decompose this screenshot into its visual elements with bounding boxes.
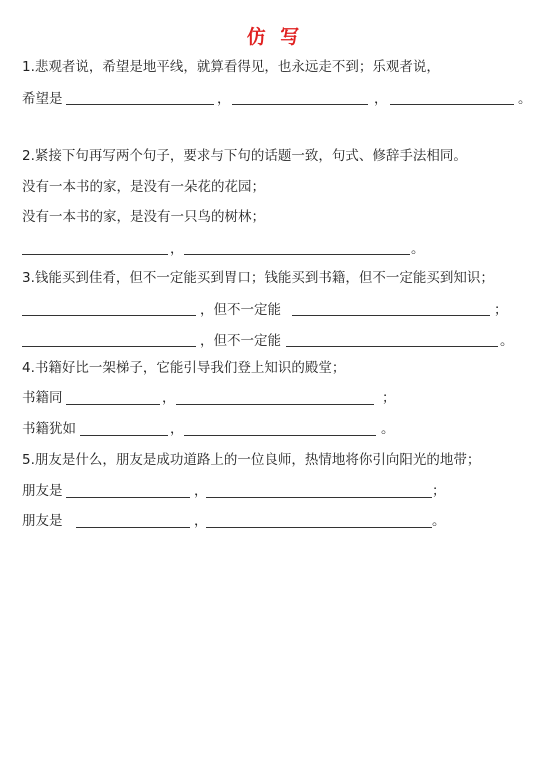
question-3-row-1-mid: ，但不一定能 bbox=[200, 302, 281, 318]
question-3-row-1-blank-1[interactable] bbox=[22, 315, 196, 316]
question-4-row-1-end: ； bbox=[382, 390, 396, 406]
question-4-lead-1: 书籍同 bbox=[22, 390, 63, 406]
question-5-row-1-blank-2[interactable] bbox=[206, 497, 432, 498]
question-3-row-2-blank-1[interactable] bbox=[22, 346, 196, 347]
question-1-blank-3[interactable] bbox=[390, 104, 514, 105]
question-3-row-1-blank-2[interactable] bbox=[292, 315, 490, 316]
question-1-prompt: 1.悲观者说，希望是地平线，就算看得见，也永远走不到；乐观者说， bbox=[22, 59, 440, 75]
question-4-row-2-blank-1[interactable] bbox=[80, 435, 168, 436]
question-3-row-2-blank-2[interactable] bbox=[286, 346, 498, 347]
question-2-separator: ， bbox=[170, 241, 184, 257]
question-2-end-mark: 。 bbox=[411, 241, 425, 257]
question-1-blank-1[interactable] bbox=[66, 104, 214, 105]
question-3-prompt: 3.钱能买到佳肴，但不一定能买到胃口；钱能买到书籍，但不一定能买到知识； bbox=[22, 270, 494, 286]
question-5-row-1-end: ； bbox=[432, 483, 446, 499]
question-1-lead: 希望是 bbox=[22, 91, 63, 107]
question-4-row-1-separator: ， bbox=[162, 390, 176, 406]
question-1-separator-2: ， bbox=[374, 91, 388, 107]
question-5-row-2-blank-1[interactable] bbox=[76, 527, 190, 528]
question-2-prompt: 2.紧接下句再写两个句子，要求与下句的话题一致，句式、修辞手法相同。 bbox=[22, 148, 467, 164]
question-4-prompt: 4.书籍好比一架梯子，它能引导我们登上知识的殿堂； bbox=[22, 360, 346, 376]
question-3-row-1-end: ； bbox=[494, 302, 508, 318]
question-1-separator-1: ， bbox=[217, 91, 231, 107]
question-4-lead-2: 书籍犹如 bbox=[22, 421, 76, 437]
question-1-end-mark: 。 bbox=[518, 91, 532, 107]
question-5-row-1-separator: ， bbox=[194, 483, 208, 499]
question-5-row-2-blank-2[interactable] bbox=[206, 527, 432, 528]
question-4-row-2-end: 。 bbox=[381, 421, 395, 437]
question-5-prompt: 5.朋友是什么，朋友是成功道路上的一位良师，热情地将你引向阳光的地带； bbox=[22, 452, 481, 468]
question-5-row-2-end: 。 bbox=[432, 513, 446, 529]
question-4-row-1-blank-2[interactable] bbox=[176, 404, 374, 405]
question-2-blank-1[interactable] bbox=[22, 254, 168, 255]
question-4-row-1-blank-1[interactable] bbox=[66, 404, 160, 405]
question-5-lead-2: 朋友是 bbox=[22, 513, 63, 529]
question-4-row-2-blank-2[interactable] bbox=[184, 435, 376, 436]
question-2-example-2: 没有一本书的家，是没有一只鸟的树林； bbox=[22, 209, 265, 225]
question-2-example-1: 没有一本书的家，是没有一朵花的花园； bbox=[22, 179, 265, 195]
question-5-lead-1: 朋友是 bbox=[22, 483, 63, 499]
question-3-row-2-mid: ，但不一定能 bbox=[200, 333, 281, 349]
question-3-row-2-end: 。 bbox=[500, 333, 514, 349]
question-1-blank-2[interactable] bbox=[232, 104, 368, 105]
page-title: 仿 写 bbox=[246, 26, 304, 48]
question-5-row-2-separator: ， bbox=[194, 513, 208, 529]
question-5-row-1-blank-1[interactable] bbox=[66, 497, 190, 498]
question-4-row-2-separator: ， bbox=[170, 421, 184, 437]
question-2-blank-2[interactable] bbox=[184, 254, 410, 255]
